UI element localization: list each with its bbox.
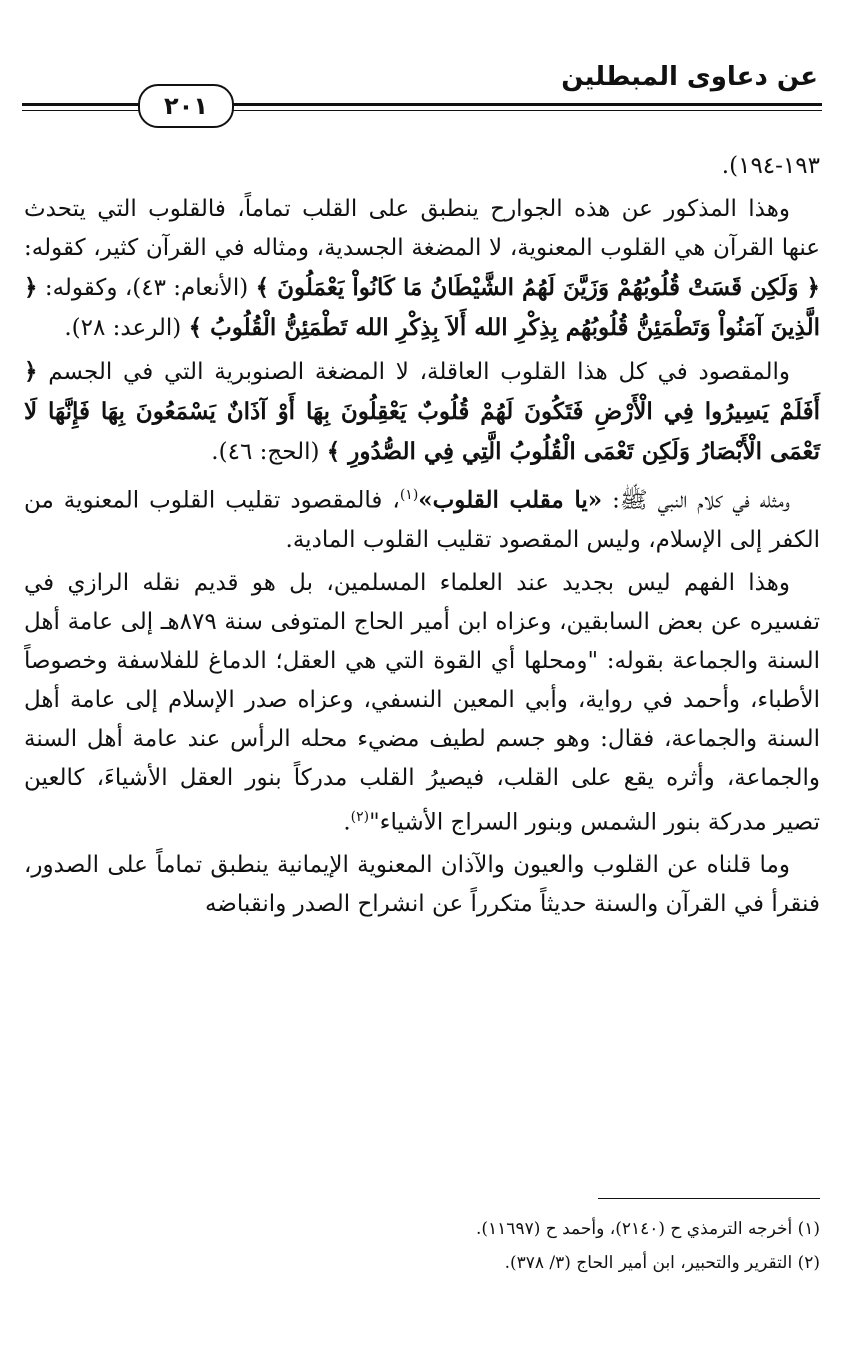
p6-text: وما قلناه عن القلوب والعيون والآذان المعنوية الإيمانية ينطبق تماماً على الصدور، فنقرأ في القرآن والسنة حديثاً متكرراً عن انشراح الصدر وانقباضه bbox=[24, 852, 820, 918]
page-header bbox=[0, 0, 844, 140]
paragraph-5 bbox=[24, 564, 820, 843]
footnote-ref-2: (٢) bbox=[350, 808, 370, 825]
p5-text-a: وهذا الفهم ليس بجديد عند العلماء المسلمين، بل هو قديم نقله الرازي في تفسيره عن بعض السابقين، وعزاه ابن أمير الحاج المتوفى سنة ٨٧٩هـ إلى عامة أهل السنة والجماعة بقوله: "ومحلها أي القوة التي هي العقل؛ الدماغ للفلاسفة وخصوصاً الأطباء، وأحمد في رواية، وأبي المعين النسفي، وعزاه صدر الإسلام إلى عامة أهل السنة والجماعة، فقال: وهو جسم لطيف مضيء محله الرأس عند عامة أهل السنة والجماعة، وأثره يقع على القلب، فيصيرُ القلب مدركاً بنور العقل الأشياءَ، كالعين تصير مدركة بنور الشمس وبنور السراج الأشياء" bbox=[24, 569, 821, 836]
p2-text-b: (الأنعام: ٤٣)، وكقوله: bbox=[37, 275, 256, 301]
footnote-1: (١) أخرجه الترمذي ح (٢١٤٠)، وأحمد ح (١١٦٩٧). bbox=[476, 1219, 820, 1239]
running-title: عن دعاوى المبطلين bbox=[561, 62, 818, 92]
paragraph-1 bbox=[24, 147, 820, 186]
paragraph-6 bbox=[24, 846, 820, 924]
hadith-quote: «يا مقلب القلوب» bbox=[418, 486, 603, 514]
p2-text-c: (الرعد: ٢٨). bbox=[64, 315, 189, 341]
footnotes bbox=[24, 1212, 820, 1280]
quran-verse-anam: ﴿ وَلَكِن قَسَتْ قُلُوبُهُمْ وَزَيَّنَ لَهُمُ الشَّيْطَانُ مَا كَانُواْ يَعْمَلُونَ ﴾ bbox=[255, 274, 820, 301]
footnote-separator bbox=[598, 1198, 820, 1199]
paragraph-4 bbox=[24, 476, 820, 560]
footnote-ref-1: (١) bbox=[399, 487, 419, 503]
paragraph-3 bbox=[24, 352, 820, 472]
p1-text: ١٩٣-١٩٤). bbox=[721, 153, 820, 179]
p5-text-b: . bbox=[343, 809, 351, 836]
footnote-2: (٢) التقرير والتحبير، ابن أمير الحاج (٣/ ٣٧٨). bbox=[504, 1253, 820, 1273]
paragraph-2 bbox=[24, 190, 820, 348]
quran-verse-raad: ﴿ الَّذِينَ آمَنُواْ وَتَطْمَئِنُّ قُلُوبُهُم بِذِكْرِ الله أَلاَ بِذِكْرِ الله تَطْمَئِنُّ الْقُلُوبُ ﴾ bbox=[24, 274, 820, 341]
page-number: ٢٠١ bbox=[138, 84, 234, 128]
p4-text-a: ومثله في كلام النبي ﷺ: bbox=[602, 487, 790, 514]
quran-verse-hajj: ﴿ أَفَلَمْ يَسِيرُوا فِي الْأَرْضِ فَتَكُونَ لَهُمْ قُلُوبٌ يَعْقِلُونَ بِهَا أَوْ آذَانٌ يَسْمَعُونَ بِهَا فَإِنَّهَا لَا تَعْمَى الْأَبْصَارُ وَلَكِن تَعْمَى الْقُلُوبُ الَّتِي فِي الصُّدُورِ ﴾ bbox=[24, 358, 820, 465]
p2-text-a: وهذا المذكور عن هذه الجوارح ينطبق على القلب تماماً، فالقلوب التي يتحدث عنها القرآن هي القلوب المعنوية، لا المضغة الجسدية، ومثاله في القرآن كثير، كقوله: bbox=[24, 196, 820, 261]
p3-text-a: والمقصود في كل هذا القلوب العاقلة، لا المضغة الصنوبرية التي في الجسم bbox=[37, 359, 790, 385]
p4-text-b: ، فالمقصود تقليب القلوب المعنوية من الكفر إلى الإسلام، وليس المقصود تقليب القلوب المادية. bbox=[24, 487, 820, 553]
p3-text-b: (الحج: ٤٦). bbox=[211, 439, 327, 465]
page-body bbox=[24, 147, 820, 928]
